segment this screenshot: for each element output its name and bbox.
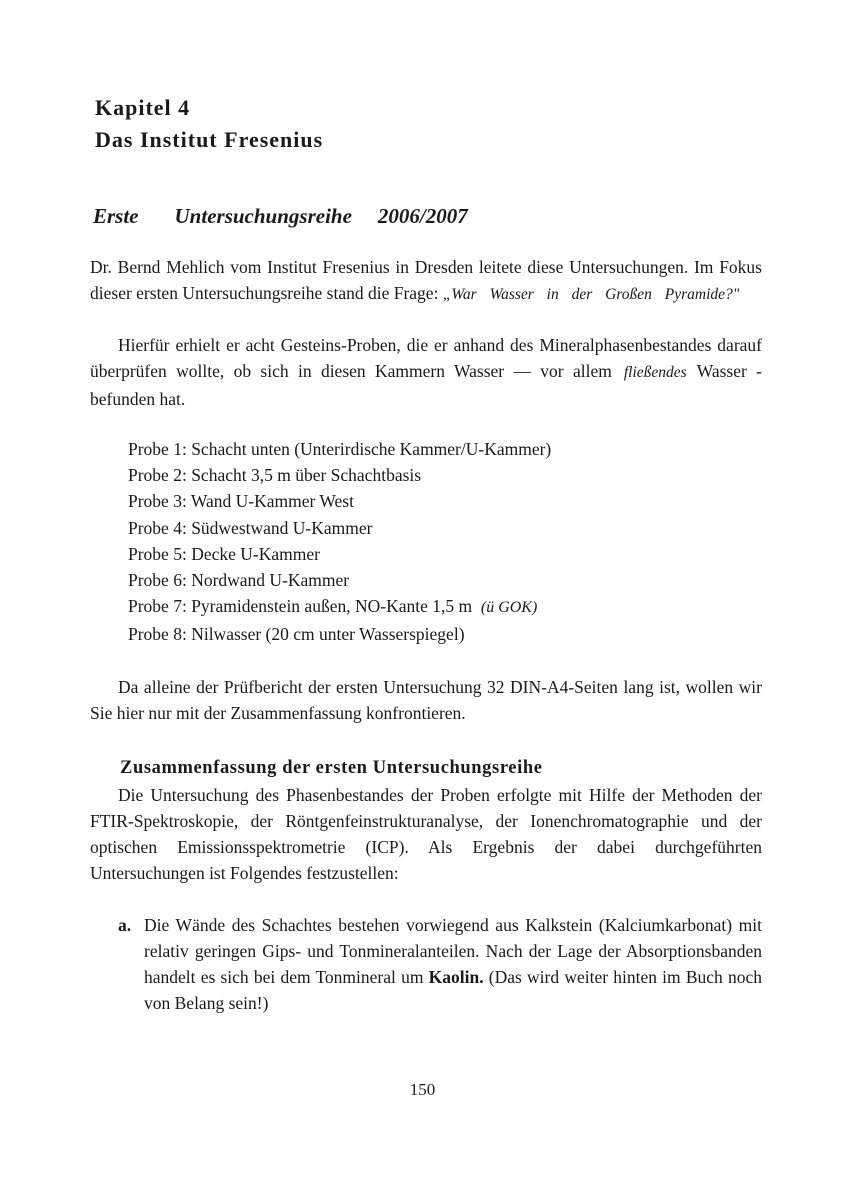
chapter-label: Kapitel 4 (95, 95, 191, 120)
section-title-year: 2006/2007 (377, 204, 468, 228)
research-question: „War Wasser in der Großen Pyramide?" (442, 286, 740, 303)
sample-list (128, 436, 551, 648)
sample-item: Probe 8: Nilwasser (20 cm unter Wasserspiegel) (128, 624, 465, 645)
samples-intro-after: Wasser - befunden hat. (90, 361, 762, 409)
findings-list (118, 912, 762, 1016)
sample-item: Probe 3: Wand U-Kammer West (128, 491, 354, 512)
page-number: 150 (409, 1080, 436, 1099)
sample-item: Probe 4: Südwestwand U-Kammer (128, 517, 373, 538)
section-title-word-2: Untersuchungsreihe (174, 204, 352, 228)
intro-paragraph (90, 254, 762, 308)
chapter-heading (95, 92, 323, 156)
samples-intro-emphasis: fließendes (623, 364, 687, 381)
report-note-paragraph: Da alleine der Prüfbericht der ersten Untersuchung 32 DIN-A4-Seiten lang ist, wollen wir Sie hier nur mit der Zusammenfassung konfrontieren. (90, 677, 762, 723)
sample-7-note: (ü GOK) (480, 599, 538, 617)
section-heading (93, 198, 468, 234)
finding-text-before: Die Wände des Schachtes bestehen vorwiegend aus Kalkstein (Kalciumkarbonat) mit relativ geringen Gips- und Tonmineralanteilen. Nach der Lage der Absorptionsbanden handelt es sich bei dem Tonmineral um (144, 915, 762, 987)
summary-heading: Zusammenfassung der ersten Untersuchungsreihe (120, 758, 543, 778)
sample-7-text: Probe 7: Pyramidenstein außen, NO-Kante 1,5 m (128, 596, 473, 617)
samples-intro-paragraph (90, 332, 762, 412)
sample-item: Probe 6: Nordwand U-Kammer (128, 570, 350, 591)
chapter-title: Das Institut Fresenius (95, 127, 324, 152)
finding-marker: a. (118, 915, 132, 935)
intro-text: Dr. Bernd Mehlich vom Institut Fresenius in Dresden leitete diese Untersuchungen. Im Fokus dieser ersten Untersuchungsreihe stand die Frage: (90, 257, 762, 303)
finding-text-after: (Das wird weiter hinten im Buch noch von Belang sein!) (144, 967, 762, 1013)
sample-item (128, 593, 551, 621)
summary-paragraph: Die Untersuchung des Phasenbestandes der Proben erfolgte mit Hilfe der Methoden der FTIR-Spektroskopie, der Röntgenfeinstrukturanalyse, der Ionenchromatographie und der optischen Emissionsspektrometrie (ICP). Als Ergebnis der dabei durchgeführten Untersuchungen ist Folgendes festzustellen: (90, 785, 762, 883)
sample-item: Probe 5: Decke U-Kammer (128, 543, 320, 564)
section-title-word-1: Erste (93, 204, 139, 228)
sample-item: Probe 1: Schacht unten (Unterirdische Kammer/U-Kammer) (128, 439, 552, 459)
finding-item (118, 912, 762, 1016)
finding-bold-term: Kaolin. (428, 967, 484, 987)
sample-item: Probe 2: Schacht 3,5 m über Schachtbasis (128, 465, 422, 486)
samples-intro-before: Hierfür erhielt er acht Gesteins-Proben, die er anhand des Mineralphasenbestandes darauf überprüfen wollte, ob sich in diesen Kammern Wasser — vor allem (90, 335, 762, 381)
